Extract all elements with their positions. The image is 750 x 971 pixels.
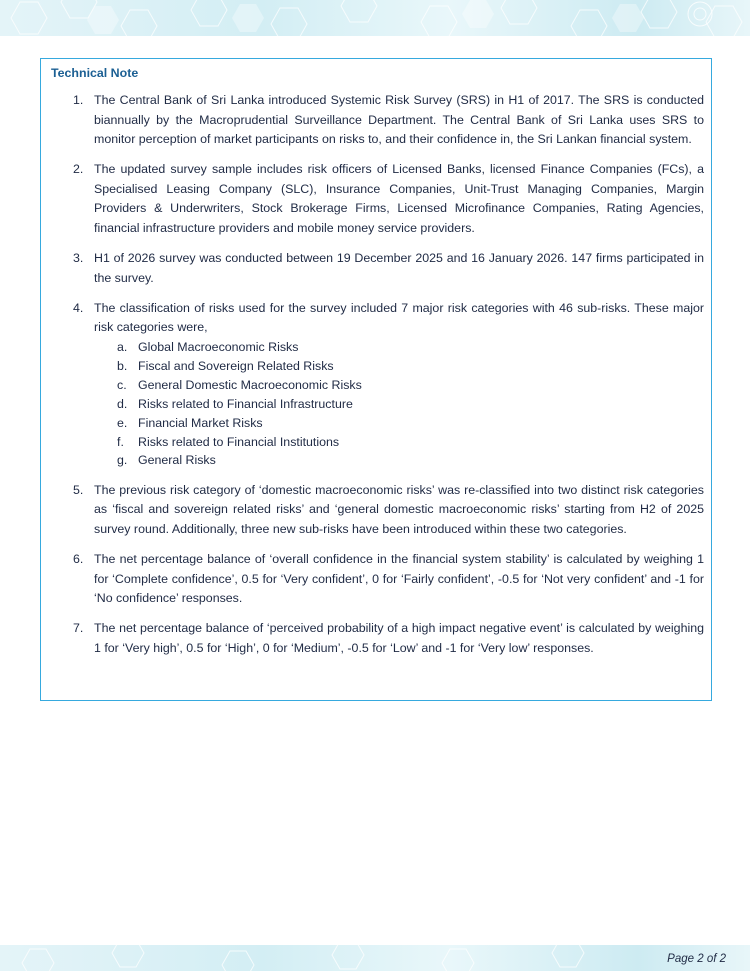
item-number: 7. (73, 621, 84, 636)
item-text: The updated survey sample includes risk officers of Licensed Banks, licensed Finance Companies (FCs), a Specialised Leasing Company (SLC), Insurance Companies, Unit-Trust Managing Companies, Margin Providers & Underwriters, Stock Brokerage Firms, Licensed Microfinance Companies, Rating Agencies, financial infrastructure providers and mobile money service providers. (94, 162, 704, 236)
list-item (41, 619, 704, 658)
item-number: 5. (73, 482, 84, 497)
item-number: 1. (73, 93, 84, 107)
sub-list-item (94, 376, 704, 395)
sub-item-text: Global Macroeconomic Risks (138, 340, 299, 355)
item-text: The classification of risks used for the survey included 7 major risk categories with 46 sub-risks. These major risk categories were, (94, 300, 704, 335)
sub-item-text: General Domestic Macroeconomic Risks (138, 377, 362, 392)
sub-item-text: Risks related to Financial Institutions (138, 434, 340, 449)
sub-item-letter: f. (117, 434, 124, 449)
sub-list-item (94, 395, 704, 414)
sub-item-letter: g. (117, 453, 128, 468)
item-text: The net percentage balance of ‘overall confidence in the financial system stability’ is calculated by weighing 1 for ‘Complete confidence’, 0.5 for ‘Very confident’, 0 for ‘Fairly confident’, -0.5 for ‘Not very confident’ and -1 for ‘No confidence’ responses. (94, 552, 704, 606)
sub-list-item (94, 357, 704, 376)
item-number: 6. (73, 552, 84, 567)
list-item (41, 481, 704, 540)
sub-item-text: Financial Market Risks (138, 415, 263, 430)
risk-categories-list (94, 338, 704, 470)
sub-list-item (94, 433, 704, 452)
item-text: The net percentage balance of ‘perceived probability of a high impact negative event’ is calculated by weighing 1 for ‘Very high’, 0.5 for ‘High’, 0 for ‘Medium’, -0.5 for ‘Low’ and -1 for ‘Very low’ responses. (94, 621, 704, 656)
sub-list-item (94, 414, 704, 433)
list-item (41, 249, 704, 288)
sub-item-letter: d. (117, 396, 128, 411)
sub-item-letter: a. (117, 340, 128, 355)
sub-item-text: General Risks (138, 453, 216, 468)
hexagon-pattern-icon (0, 0, 750, 36)
list-item (41, 160, 704, 238)
sub-item-text: Fiscal and Sovereign Related Risks (138, 358, 334, 373)
item-text: The Central Bank of Sri Lanka introduced Systemic Risk Survey (SRS) in H1 of 2017. The SRS is conducted biannually by the Macroprudential Surveillance Department. The Central Bank of Sri Lanka uses SRS to monitor perception of market participants on risks to, and their confidence in, the Sri Lankan financial system. (94, 93, 704, 147)
footer-decorative-band (0, 945, 750, 971)
hexagon-pattern-icon (0, 945, 750, 971)
technical-note-list (41, 91, 704, 669)
technical-note-title: Technical Note (51, 66, 139, 80)
list-item (41, 550, 704, 609)
list-item (41, 299, 704, 471)
page-number: Page 2 of 2 (667, 953, 726, 965)
sub-list-item (94, 338, 704, 357)
sub-item-letter: b. (117, 358, 128, 373)
item-number: 3. (73, 251, 84, 266)
item-text: The previous risk category of ‘domestic macroeconomic risks’ was re-classified into two distinct risk categories as ‘fiscal and sovereign related risks’ and ‘general domestic macroeconomic risks’ starting from H2 of 2025 survey round. Additionally, three new sub-risks have been introduced within these two categories. (94, 482, 704, 537)
item-text: H1 of 2026 survey was conducted between 19 December 2025 and 16 January 2026. 147 firms participated in the survey. (94, 251, 704, 285)
sub-item-text: Risks related to Financial Infrastructure (138, 396, 353, 411)
technical-note-box (40, 58, 712, 701)
item-number: 4. (73, 300, 84, 315)
header-decorative-band (0, 0, 750, 36)
sub-list-item (94, 451, 704, 470)
item-number: 2. (73, 162, 84, 177)
list-item (41, 91, 704, 150)
sub-item-letter: c. (117, 377, 127, 392)
sub-item-letter: e. (117, 415, 128, 430)
